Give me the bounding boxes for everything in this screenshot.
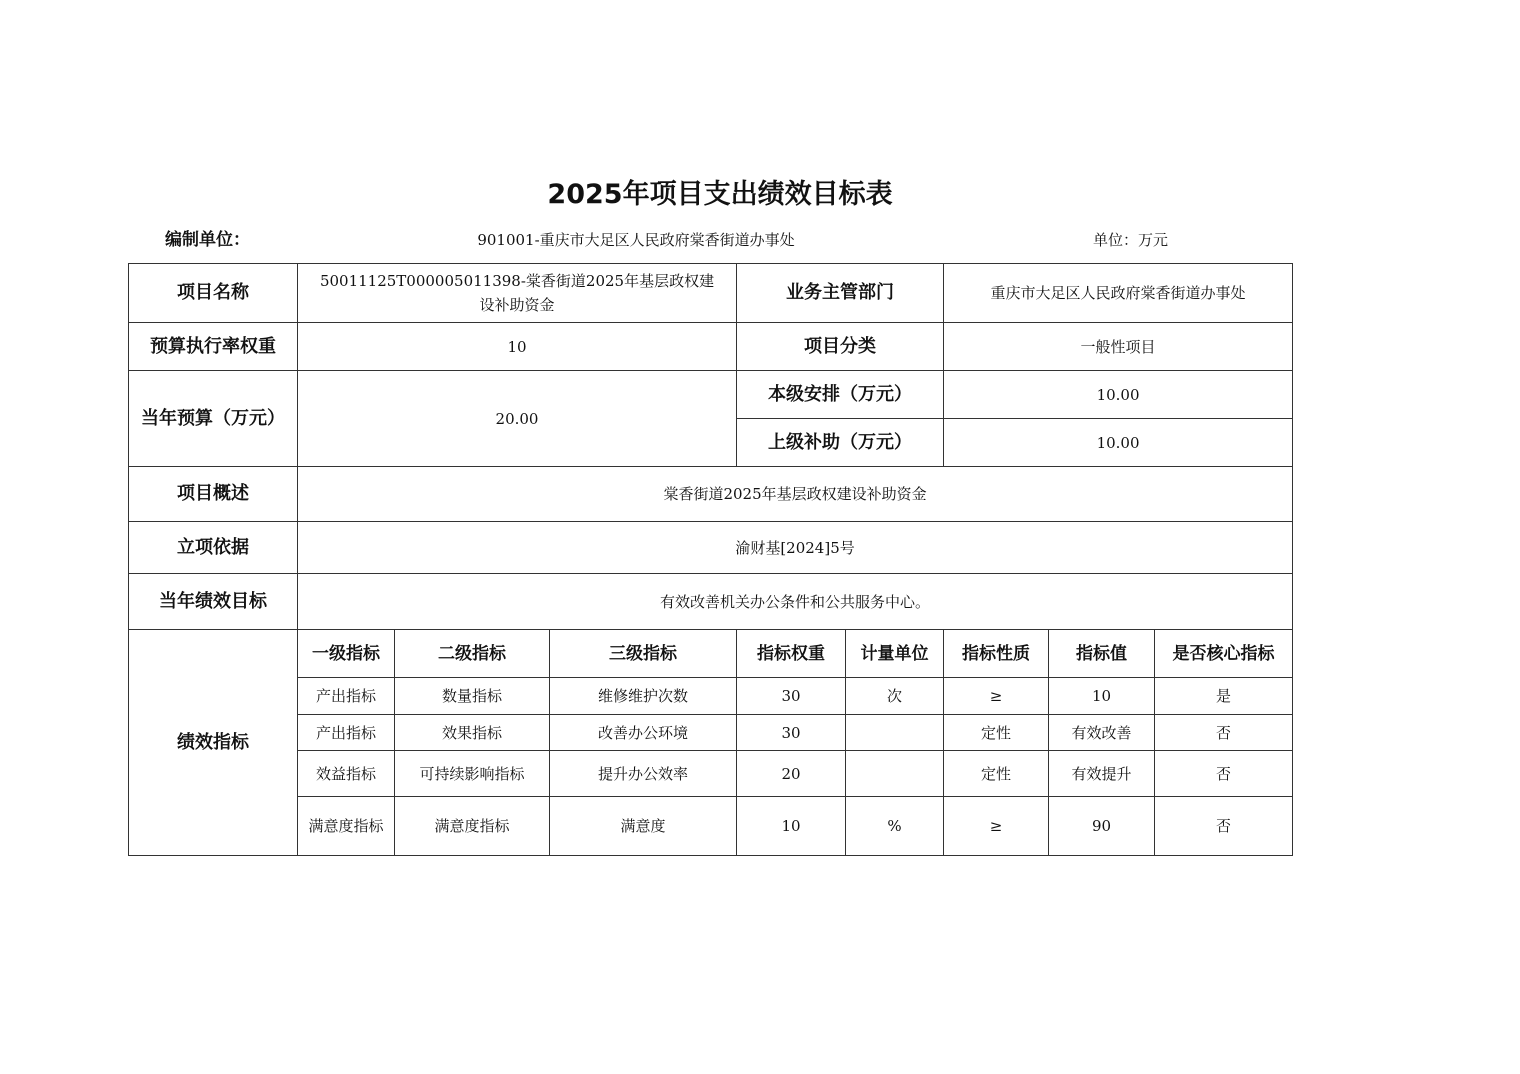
unit-name: 901001-重庆市大足区人民政府棠香街道办事处 — [477, 231, 795, 249]
basis-value: 渝财基[2024]5号 — [298, 522, 1293, 574]
cell-unit — [846, 751, 944, 797]
basis-label: 立项依据 — [129, 522, 298, 574]
local-budget-label: 本级安排（万元） — [737, 371, 944, 419]
cell-nature: ≥ — [944, 678, 1049, 715]
cell-value: 10 — [1049, 678, 1155, 715]
cell-level2: 满意度指标 — [395, 797, 550, 856]
cell-unit: 次 — [846, 678, 944, 715]
cell-nature: ≥ — [944, 797, 1049, 856]
currency-unit: 单位：万元 — [1093, 231, 1169, 249]
project-name-label: 项目名称 — [129, 264, 298, 323]
cell-level1-text: 满意度指标 — [308, 817, 384, 835]
dept-label: 业务主管部门 — [737, 264, 944, 323]
weight-value: 10 — [298, 323, 737, 371]
table-row — [129, 715, 1293, 751]
performance-table — [128, 263, 1293, 856]
cell-level1: 产出指标 — [298, 678, 395, 715]
cell-weight: 30 — [737, 678, 846, 715]
header-nature: 指标性质 — [944, 630, 1049, 678]
table-row — [129, 797, 1293, 856]
cell-value: 有效改善 — [1049, 715, 1155, 751]
unit-label: 编制单位： — [165, 230, 250, 250]
upper-subsidy-value: 10.00 — [944, 419, 1293, 467]
header-unit: 计量单位 — [846, 630, 944, 678]
local-budget-value: 10.00 — [944, 371, 1293, 419]
cell-core: 否 — [1155, 751, 1293, 797]
cell-weight: 10 — [737, 797, 846, 856]
cell-level3: 满意度 — [550, 797, 737, 856]
table-row — [129, 751, 1293, 797]
cell-value: 有效提升 — [1049, 751, 1155, 797]
cell-level3: 改善办公环境 — [550, 715, 737, 751]
overview-label: 项目概述 — [129, 467, 298, 522]
category-label: 项目分类 — [737, 323, 944, 371]
cell-level2: 可持续影响指标 — [395, 751, 550, 797]
indicators-section-label: 绩效指标 — [129, 630, 298, 856]
cell-core: 是 — [1155, 678, 1293, 715]
cell-level2: 数量指标 — [395, 678, 550, 715]
cell-level1: 产出指标 — [298, 715, 395, 751]
cell-nature: 定性 — [944, 715, 1049, 751]
cell-core: 否 — [1155, 797, 1293, 856]
cell-level3: 维修维护次数 — [550, 678, 737, 715]
table-row — [129, 678, 1293, 715]
header-level2: 二级指标 — [395, 630, 550, 678]
page-title: 2025年项目支出绩效目标表 — [547, 179, 893, 210]
goal-label: 当年绩效目标 — [129, 574, 298, 630]
cell-weight: 20 — [737, 751, 846, 797]
cell-level3: 提升办公效率 — [550, 751, 737, 797]
category-value: 一般性项目 — [944, 323, 1293, 371]
header-weight: 指标权重 — [737, 630, 846, 678]
header-core: 是否核心指标 — [1155, 630, 1293, 678]
header-value: 指标值 — [1049, 630, 1155, 678]
cell-unit: % — [846, 797, 944, 856]
budget-label: 当年预算（万元） — [129, 371, 298, 467]
cell-unit — [846, 715, 944, 751]
cell-weight: 30 — [737, 715, 846, 751]
dept-value: 重庆市大足区人民政府棠香街道办事处 — [944, 264, 1293, 323]
cell-level2: 效果指标 — [395, 715, 550, 751]
overview-value: 棠香街道2025年基层政权建设补助资金 — [298, 467, 1293, 522]
cell-core: 否 — [1155, 715, 1293, 751]
cell-level1: 效益指标 — [298, 751, 395, 797]
cell-nature: 定性 — [944, 751, 1049, 797]
header-level3: 三级指标 — [550, 630, 737, 678]
goal-value: 有效改善机关办公条件和公共服务中心。 — [298, 574, 1293, 630]
header-level1: 一级指标 — [298, 630, 395, 678]
cell-level1 — [298, 797, 395, 856]
upper-subsidy-label: 上级补助（万元） — [737, 419, 944, 467]
project-name-value: 50011125T000005011398-棠香街道2025年基层政权建设补助资金 — [319, 272, 715, 314]
project-name-cell — [298, 264, 737, 323]
weight-label: 预算执行率权重 — [129, 323, 298, 371]
budget-value: 20.00 — [298, 371, 737, 467]
cell-value: 90 — [1049, 797, 1155, 856]
